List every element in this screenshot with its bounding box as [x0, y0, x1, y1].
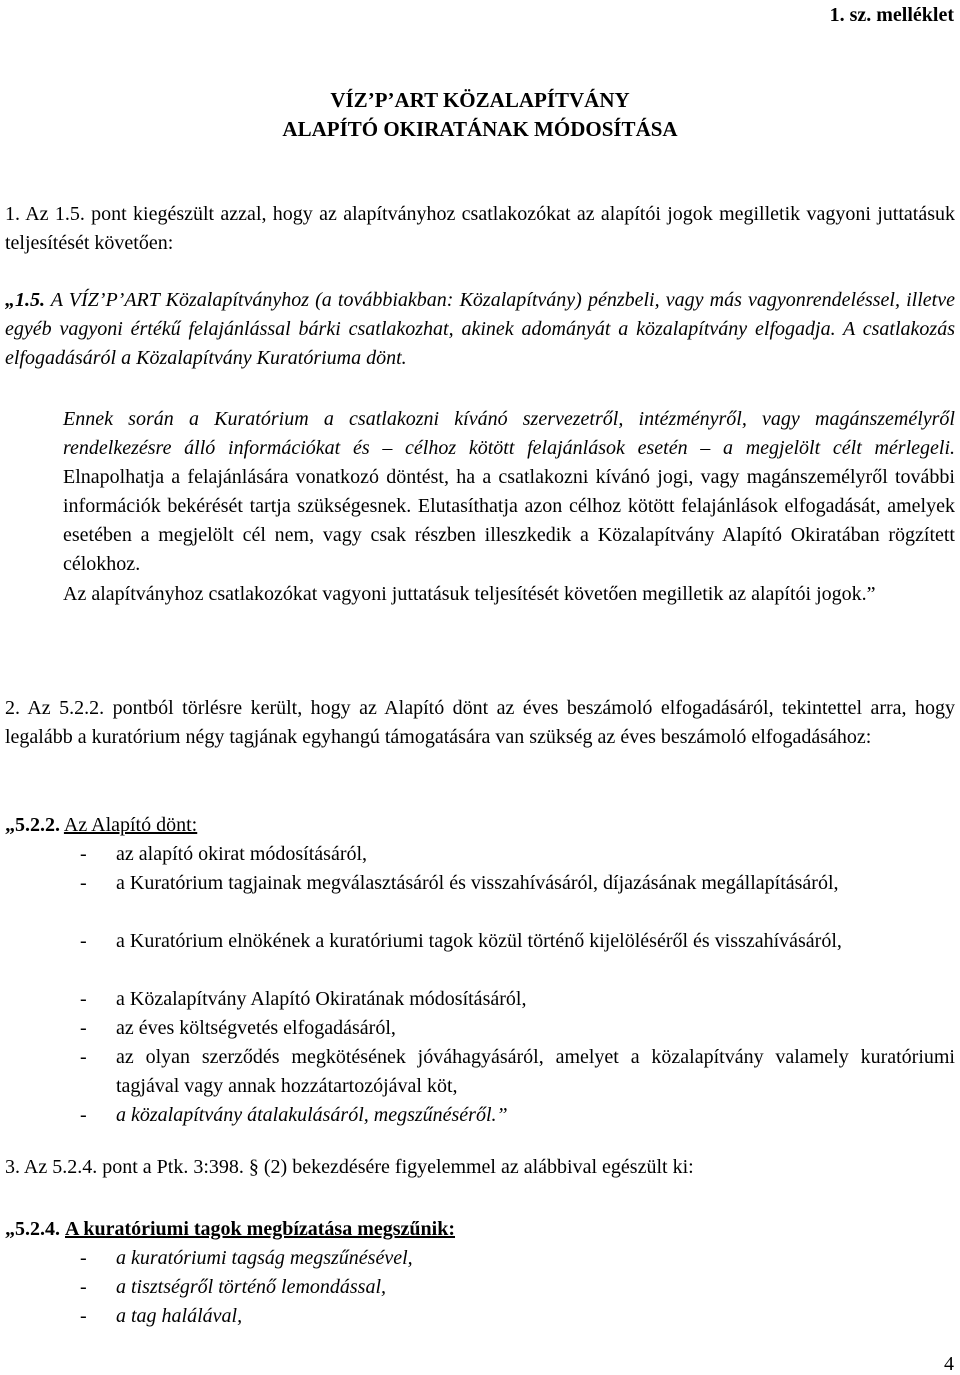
quote-5-2-2-heading [5, 811, 955, 840]
list-item-text: az alapító okirat módosításáról, [116, 843, 368, 865]
dash-bullet: - [80, 930, 87, 952]
list-item-text: az éves költségvetés elfogadásáról, [116, 1017, 396, 1039]
quote-1-5-body [63, 405, 955, 609]
quote-1-5-para-1-text: A VÍZ’P’ART Közalapítványhoz (a továbbiakban: Közalapítvány) pénzbeli, vagy más vagyonrendeléssel, illetve egyéb vagyoni értékű felajánlással bárki csatlakozhat, akinek adományát a közalapítvány elfogadja. A csatlakozás elfogadásáról a Közalapítvány Kuratóriuma dönt. [5, 289, 955, 369]
list-item [80, 840, 955, 869]
list-item-text: a tag halálával, [116, 1305, 243, 1327]
list-item-text: a kuratóriumi tagság megszűnésével, [116, 1247, 413, 1269]
list-item [80, 1101, 955, 1130]
quote-5-2-4-number: „5.2.4. [5, 1218, 60, 1240]
dash-bullet: - [80, 1017, 87, 1039]
quote-5-2-2-number: „5.2.2. [5, 814, 60, 836]
annex-label: 1. sz. melléklet [829, 4, 954, 26]
section-2-text: 2. Az 5.2.2. pontból törlésre került, hogy az Alapító dönt az éves beszámoló elfogadásáról, tekintettel arra, hogy legalább a kuratórium négy tagjának egyhangú támogatására van szükség az éves beszámoló elfogadásához: [5, 697, 955, 748]
list-item-text: a közalapítvány átalakulásáról, megszűnéséről.” [116, 1104, 508, 1126]
quote-5-2-4-title: A kuratóriumi tagok megbízatása megszűnik: [65, 1218, 455, 1240]
list-item [80, 1302, 955, 1331]
quote-1-5-number: „1.5. [5, 289, 45, 311]
quote-1-5-para-3: Az alapítványhoz csatlakozókat vagyoni juttatásuk teljesítését követően megilletik az alapítói jogok.” [63, 583, 876, 605]
list-item-text: a Kuratórium tagjainak megválasztásáról és visszahívásáról, díjazásának megállapításáról, [116, 872, 839, 894]
list-item-text: a Közalapítvány Alapító Okiratának módosításáról, [116, 988, 527, 1010]
list-item [80, 1043, 955, 1101]
dash-bullet: - [80, 1276, 87, 1298]
list-item [80, 1014, 955, 1043]
dash-bullet: - [80, 1046, 87, 1068]
list-item [80, 869, 955, 898]
title-line-2: ALAPÍTÓ OKIRATÁNAK MÓDOSÍTÁSA [282, 117, 678, 141]
section-1-text: 1. Az 1.5. pont kiegészült azzal, hogy az alapítványhoz csatlakozókat az alapítói jogok megilletik vagyoni juttatásuk teljesítését követően: [5, 203, 955, 254]
list-item [80, 985, 955, 1014]
section-3-text: 3. Az 5.2.4. pont a Ptk. 3:398. § (2) bekezdésére figyelemmel az alábbival egészült ki: [5, 1156, 694, 1178]
list-item-text: a Kuratórium elnökének a kuratóriumi tagok közül történő kijelöléséről és visszahívásáról, [116, 930, 842, 952]
dash-bullet: - [80, 872, 87, 894]
quote-1-5 [5, 286, 955, 373]
document-title [0, 86, 960, 144]
list-item-text: az olyan szerződés megkötésének jóváhagyásáról, amelyet a közalapítvány valamely kuratóriumi tagjával vagy annak hozzátartozójával köt, [116, 1046, 955, 1097]
dash-bullet: - [80, 843, 87, 865]
quote-1-5-para-2 [63, 405, 955, 579]
dash-bullet: - [80, 1104, 87, 1126]
quote-1-5-para-2-rest: Elnapolhatja a felajánlására vonatkozó döntést, ha a csatlakozni kívánó jogi, vagy magánszemélyről további információk bekérését tartja szükségesnek. Elutasíthatja azon célhoz kötött felajánlások elfogadását, amelyek esetében a megjelölt cél nem, vagy csak részben illeszkedik a Közalapítvány Alapító Okiratában rögzített célokhoz. [63, 466, 955, 575]
dash-bullet: - [80, 988, 87, 1010]
quote-5-2-2-title: Az Alapító dönt: [63, 814, 198, 836]
quote-5-2-4-heading [5, 1215, 955, 1244]
page-number: 4 [944, 1353, 954, 1375]
list-item-text: a tisztségről történő lemondással, [116, 1276, 387, 1298]
quote-1-5-para-2-italic: Ennek során a Kuratórium a csatlakozni kívánó szervezetről, intézményről, vagy magánszemélyről rendelkezésre álló információkat és – célhoz kötött felajánlások esetén – a megjelölt célt mérlegeli. [63, 408, 955, 459]
title-line-1: VÍZ’P’ART KÖZALAPÍTVÁNY [330, 88, 630, 112]
list-item [80, 927, 955, 956]
dash-bullet: - [80, 1305, 87, 1327]
list-item [80, 1244, 955, 1273]
list-item [80, 1273, 955, 1302]
quote-1-5-para-1 [5, 286, 955, 373]
dash-bullet: - [80, 1247, 87, 1269]
